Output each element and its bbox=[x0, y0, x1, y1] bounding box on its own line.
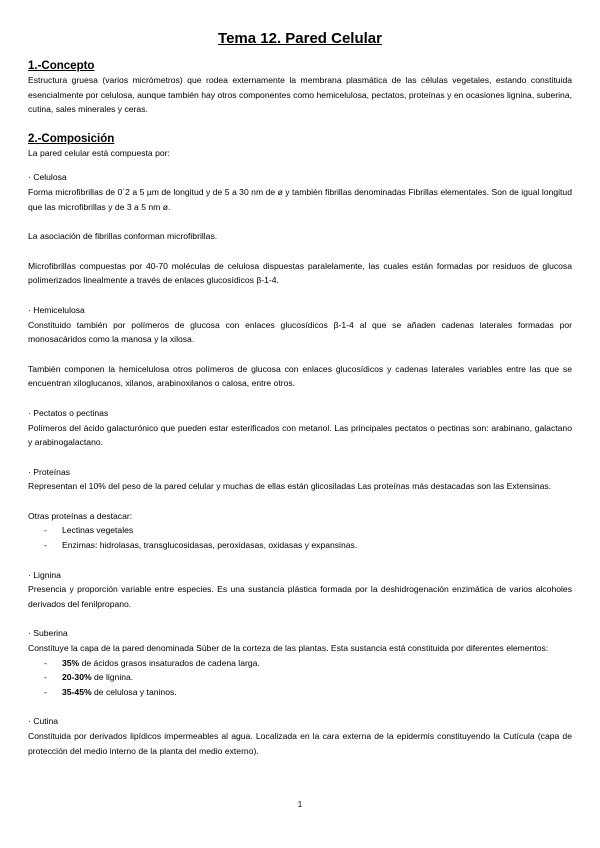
hemicelulosa-p1: Constituido también por polímeros de glucosa con enlaces glucosídicos β-1-4 al que se añaden cadenas laterales formadas por monosacáridos como la manosa y la xilosa. bbox=[28, 319, 572, 345]
percent-value: 35% bbox=[62, 657, 80, 668]
celulosa-p2: La asociación de fibrillas conforman microfibrillas. bbox=[28, 231, 218, 242]
pectatos-p1: Polímeros del ácido galacturónico que pueden estar esterificados con metanol. Las principales pectatos o pectinas son: arabinano, galactano y arabinogalactano. bbox=[28, 422, 572, 448]
proteinas-list bbox=[28, 523, 572, 552]
document-page bbox=[28, 30, 572, 758]
list-item bbox=[44, 656, 572, 671]
hemicelulosa-p2: También componen la hemicelulosa otros polímeros de glucosa con enlaces glucosídicos y cadenas laterales variables entre las que se encuentran xiloglucanos, xilanos, arabinoxilanos o calosa, entre otros. bbox=[28, 363, 572, 389]
list-item-text: de lignina. bbox=[91, 672, 134, 683]
celulosa-p1: Forma microfibrillas de 0´2 a 5 µm de longitud y de 5 a 30 nm de ø y también fibrillas denominadas Fibrillas elementales. Son de igual longitud que las microfibrillas y de 3 a 5 nm ø. bbox=[28, 186, 572, 212]
suberina-label: · Suberina bbox=[28, 628, 68, 639]
pectatos-label: · Pectatos o pectinas bbox=[28, 407, 109, 418]
proteinas-p1: Representan el 10% del peso de la pared celular y muchas de ellas están glicosiladas Las proteínas más destacadas son las Extensinas. bbox=[28, 481, 552, 492]
list-item-text: de ácidos grasos insaturados de cadena larga. bbox=[79, 657, 260, 668]
cutina-label: · Cutina bbox=[28, 716, 59, 727]
cutina-p1: Constituida por derivados lipídicos impermeables al agua. Localizada en la cara externa de la epidermis constituyendo la Cutícula (capa de protección del medio interno de la planta del medio externo). bbox=[28, 731, 572, 756]
list-item bbox=[44, 670, 572, 685]
hemicelulosa-label: · Hemicelulosa bbox=[28, 304, 85, 315]
list-item bbox=[44, 685, 572, 700]
suberina-list bbox=[28, 656, 572, 700]
celulosa-label: · Celulosa bbox=[28, 172, 67, 183]
list-item: - Lectinas vegetales bbox=[44, 523, 572, 538]
list-item: - Enzimas: hidrolasas, transglucosidasas, peroxidasas, oxidasas y expansinas. bbox=[44, 538, 572, 553]
lignina-label: · Lignina bbox=[28, 569, 61, 580]
percent-value: 20-30% bbox=[62, 672, 92, 683]
celulosa-p3: Microfibrillas compuestas por 40-70 moléculas de celulosa dispuestas paralelamente, las cuales están formadas por residuos de glucosa polimerizados linealmente a través de enlaces glucosídicos β-1-4. bbox=[28, 260, 572, 286]
suberina-p1: Constituye la capa de la pared denominada Súber de la corteza de las plantas. Esta sustancia está constituida por diferentes elementos: bbox=[28, 643, 549, 654]
heading-composicion: 2.-Composición bbox=[28, 132, 115, 145]
heading-concepto: 1.-Concepto bbox=[28, 60, 95, 72]
percent-value: 35-45% bbox=[62, 686, 92, 697]
lignina-p1: Presencia y proporción variable entre especies. Es una sustancia plástica formada por la deshidrogenación enzimática de varios alcoholes derivados del fenilpropano. bbox=[28, 584, 572, 609]
proteinas-label: · Proteínas bbox=[28, 466, 71, 477]
concepto-text: Estructura gruesa (varios micrómetros) que rodea externamente la membrana plasmática de las células vegetales, estando constituida esencialmente por celulosa, aunque también hay otros componentes como hemicelulosa, pectatos, proteínas y en ocasiones lignina, suberina, cutina, sales minerales y ceras. bbox=[28, 75, 572, 115]
proteinas-otras: Otras proteínas a destacar: bbox=[28, 510, 133, 521]
list-item-text: de celulosa y taninos. bbox=[91, 686, 177, 697]
page-title: Tema 12. Pared Celular bbox=[218, 30, 382, 47]
composicion-intro: La pared celular está compuesta por: bbox=[28, 147, 170, 158]
page-number: 1 bbox=[297, 800, 303, 809]
